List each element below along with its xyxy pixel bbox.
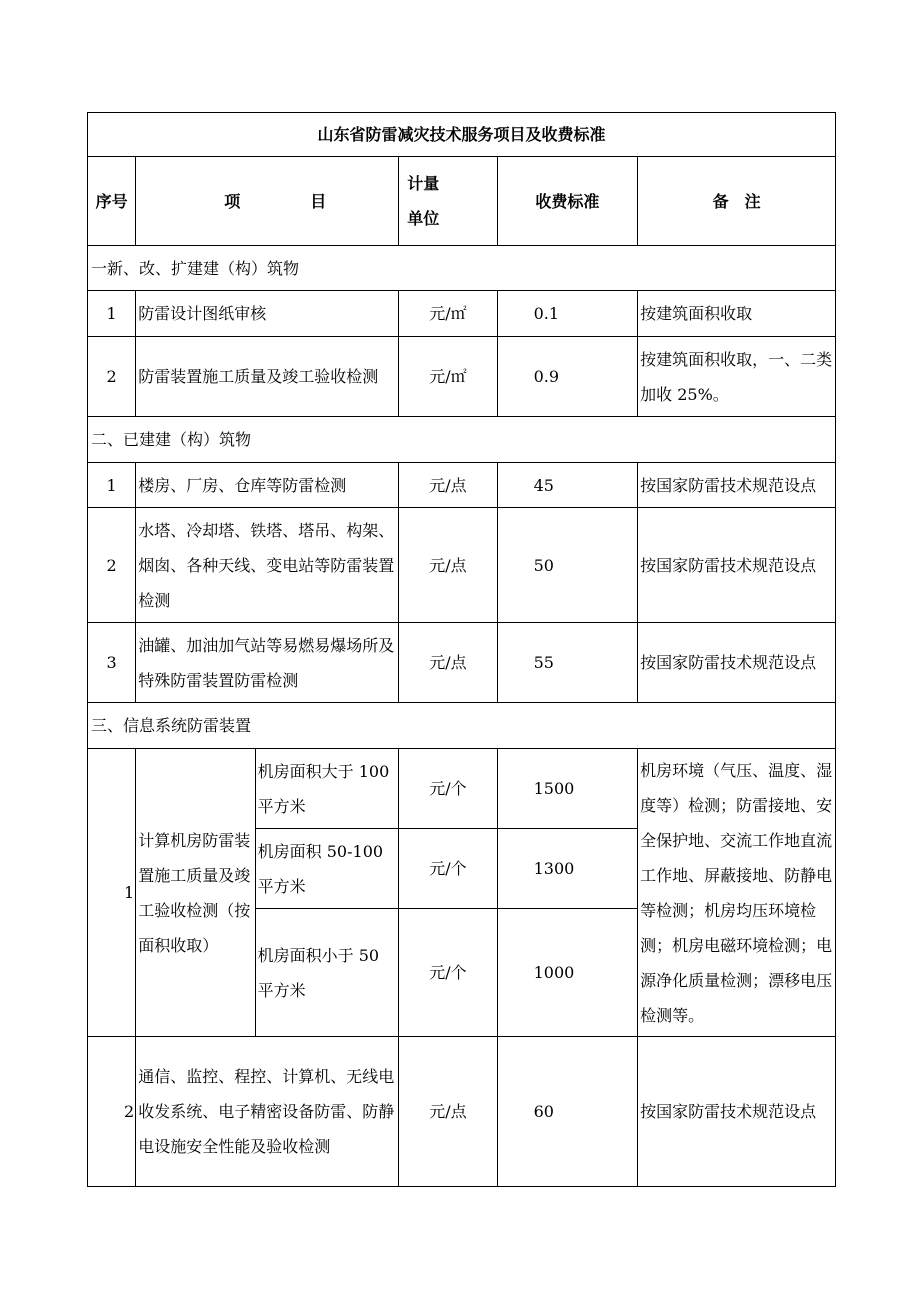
fee-standard-table	[87, 112, 836, 1187]
row-item: 计算机房防雷装置施工质量及竣工验收检测（按面积收取）	[136, 749, 255, 1037]
header-seq: 序号	[88, 157, 136, 246]
row-item: 楼房、厂房、仓库等防雷检测	[136, 463, 399, 508]
sub-item: 机房面积 50-100 平方米	[255, 829, 399, 909]
row-seq: 1	[88, 463, 136, 508]
row-fee: 1300	[497, 829, 638, 909]
header-item-right: 目	[310, 191, 327, 211]
row-seq: 1	[88, 291, 136, 337]
header-note: 备 注	[638, 157, 836, 246]
row-fee: 1500	[497, 749, 638, 829]
row-seq: 2	[88, 337, 136, 417]
row-unit: 元/点	[399, 508, 497, 623]
header-item	[136, 157, 399, 246]
row-unit: 元/个	[399, 749, 497, 829]
table-row	[88, 623, 836, 703]
row-unit: 元/点	[399, 623, 497, 703]
table-row	[88, 291, 836, 337]
row-note: 机房环境（气压、温度、湿度等）检测；防雷接地、安全保护地、交流工作地直流工作地、屏蔽接地、防静电等检测；机房均压环境检测；机房电磁环境检测；电源净化质量检测；漂移电压检测等。	[638, 749, 836, 1037]
row-unit: 元/㎡	[399, 337, 497, 417]
row-item: 通信、监控、程控、计算机、无线电收发系统、电子精密设备防雷、防静电设施安全性能及验收检测	[136, 1037, 399, 1187]
row-fee: 50	[497, 508, 638, 623]
row-note: 按国家防雷技术规范设点	[638, 1037, 836, 1187]
sub-item: 机房面积大于 100 平方米	[255, 749, 399, 829]
row-item: 防雷装置施工质量及竣工验收检测	[136, 337, 399, 417]
row-unit: 元/个	[399, 909, 497, 1037]
row-unit: 元/点	[399, 1037, 497, 1187]
table-row	[88, 463, 836, 508]
row-item: 防雷设计图纸审核	[136, 291, 399, 337]
row-note: 按建筑面积收取	[638, 291, 836, 337]
header-row	[88, 157, 836, 246]
sub-item: 机房面积小于 50 平方米	[255, 909, 399, 1037]
row-note: 按国家防雷技术规范设点	[638, 463, 836, 508]
row-seq: 1	[88, 749, 136, 1037]
table-row	[88, 749, 836, 829]
row-note: 按国家防雷技术规范设点	[638, 623, 836, 703]
row-note: 按国家防雷技术规范设点	[638, 508, 836, 623]
row-fee: 55	[497, 623, 638, 703]
row-seq: 2	[88, 508, 136, 623]
header-fee: 收费标准	[497, 157, 638, 246]
row-item: 油罐、加油加气站等易燃易爆场所及特殊防雷装置防雷检测	[136, 623, 399, 703]
row-item: 水塔、冷却塔、铁塔、塔吊、构架、烟囱、各种天线、变电站等防雷装置检测	[136, 508, 399, 623]
header-unit	[399, 157, 497, 246]
row-fee: 0.9	[497, 337, 638, 417]
table-row	[88, 337, 836, 417]
row-fee: 1000	[497, 909, 638, 1037]
row-fee: 0.1	[497, 291, 638, 337]
table-row	[88, 1037, 836, 1187]
row-fee: 45	[497, 463, 638, 508]
section-title: 三、信息系统防雷装置	[88, 703, 836, 749]
row-unit: 元/点	[399, 463, 497, 508]
row-seq: 3	[88, 623, 136, 703]
table-row	[88, 508, 836, 623]
row-unit: 元/㎡	[399, 291, 497, 337]
section-title: 二、已建建（构）筑物	[88, 417, 836, 463]
row-unit: 元/个	[399, 829, 497, 909]
row-fee: 60	[497, 1037, 638, 1187]
table-title: 山东省防雷减灾技术服务项目及收费标准	[88, 113, 836, 157]
row-note: 按建筑面积收取，一、二类加收 25%。	[638, 337, 836, 417]
section-title: 一新、改、扩建建（构）筑物	[88, 246, 836, 291]
row-seq: 2	[88, 1037, 136, 1187]
header-item-left: 项	[224, 191, 241, 211]
header-unit-line2: 单位	[407, 209, 440, 228]
header-unit-line1: 计量	[407, 174, 440, 193]
